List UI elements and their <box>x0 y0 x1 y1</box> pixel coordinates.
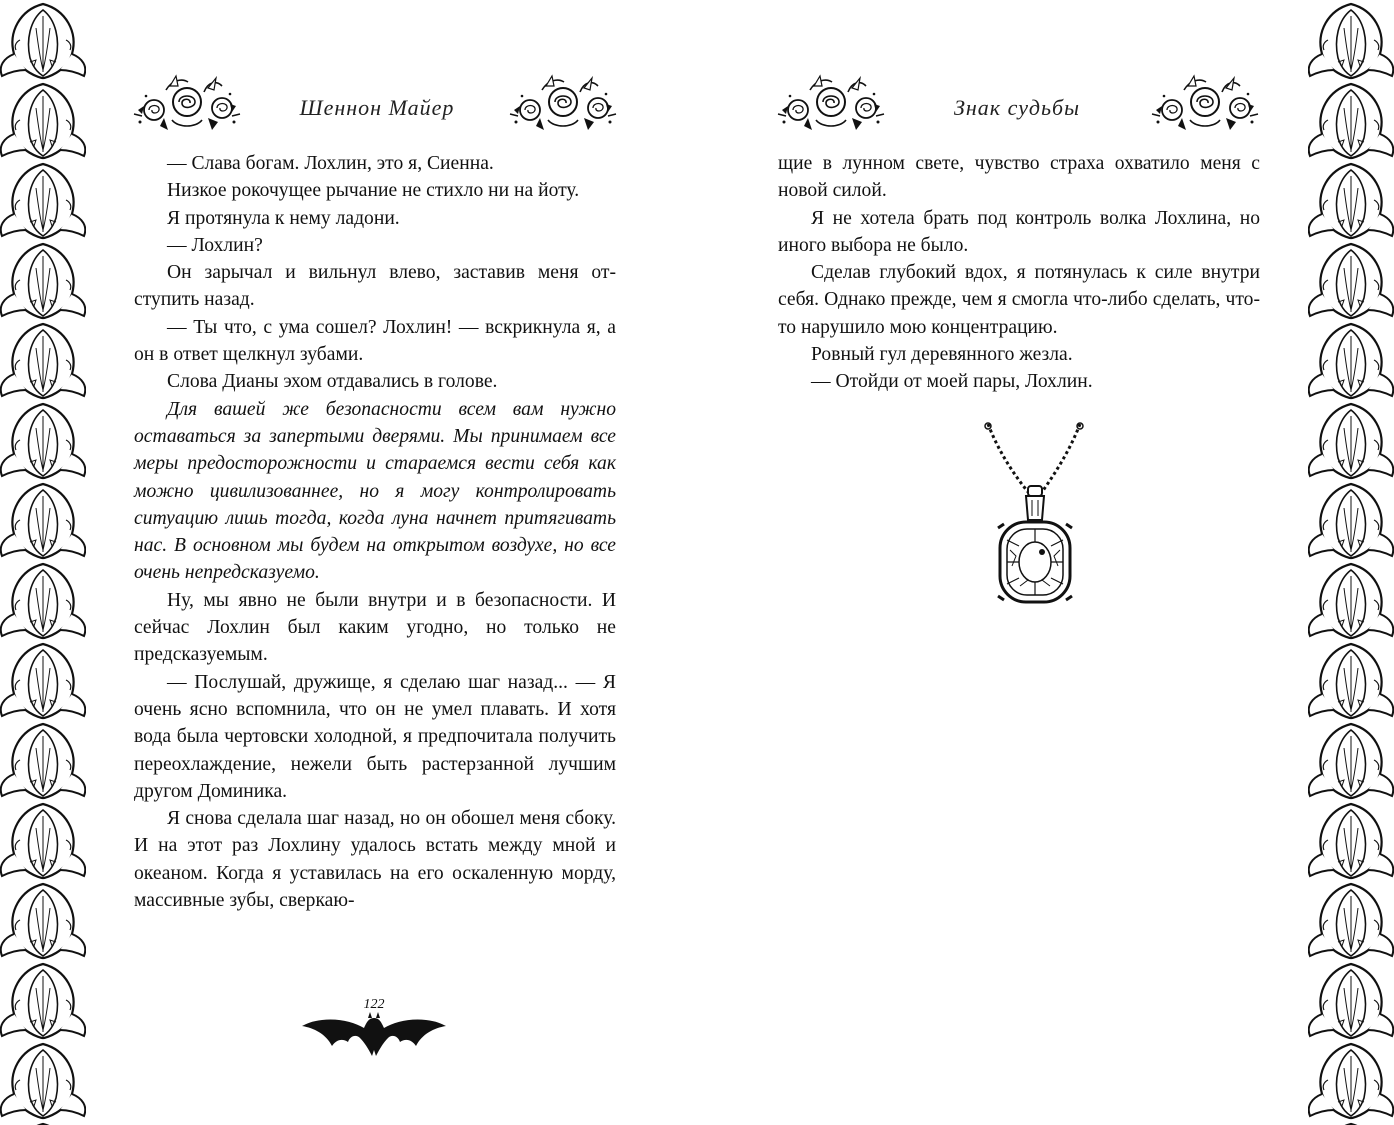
right-page-text <box>778 150 1260 396</box>
right-floral-border <box>1308 0 1394 1125</box>
right-running-head: Знак судьбы <box>953 95 1081 120</box>
left-page-text <box>134 150 616 914</box>
pendant-necklace-illustration <box>980 420 1090 610</box>
paragraph: — Отойди от моей пары, Лохлин. <box>811 371 1093 393</box>
paragraph: Я не хотела брать под контроль волка Лохлина, но иного выбора не было. <box>778 207 1260 256</box>
paragraph: Ну, мы явно не были внутри и в безопасности. И сейчас Лохлин был каким угодно, но только не предсказуемым. <box>134 589 616 666</box>
paragraph: Я снова сделала шаг назад, но он обошел меня сбоку. И на этот раз Лохлину удалось встать между мной и океаном. Когда я уставилась на его оскаленную морду, массивные зубы, сверкаю- <box>134 808 616 912</box>
right-header-ornament-right <box>1150 70 1260 138</box>
paragraph: Я протянула к нему ладони. <box>167 207 400 229</box>
right-header-ornament-left <box>776 70 886 138</box>
left-header-ornament-right <box>508 70 618 138</box>
left-header-ornament-left <box>132 70 242 138</box>
left-running-head: Шеннон Майер <box>299 95 455 120</box>
paragraph: Ровный гул деревянного жезла. <box>811 344 1073 366</box>
paragraph: Он зарычал и вильнул влево, заставив меня отступить назад. <box>134 262 616 311</box>
paragraph: — Слава богам. Лохлин, это я, Сиенна. <box>167 153 494 174</box>
paragraph: — Послушай, дружище, я сделаю шаг назад... — Я очень ясно вспомнила, что он не умел плавать. И хотя вода была чертовски холодной, я предпочитала получить переохлаждение, нежели быть растерзанной лучшим другом Доминика. <box>134 671 616 802</box>
paragraph: Низкое рокочущее рычание не стихло ни на йоту. <box>167 180 580 202</box>
left-floral-border <box>0 0 86 1125</box>
paragraph: — Лохлин? <box>167 234 263 256</box>
paragraph: Для вашей же безопасности всем вам нужно оставаться за запертыми дверями. Мы принимаем все меры предосторожности и стараемся вести себя как можно цивилизованнее, но я могу контролировать ситуацию лишь тогда, когда луна начнет притягивать нас. В основном мы будем на открытом воздухе, но все очень непредсказуемо. <box>134 398 616 584</box>
page-number: 122 <box>363 997 385 1012</box>
paragraph: Слова Дианы эхом отдавались в голове. <box>167 371 498 393</box>
paragraph: — Ты что, с ума сошел? Лохлин! — вскрикнула я, а он в ответ щелкнул зубами. <box>134 316 616 366</box>
paragraph: Сделав глубокий вдох, я потянулась к силе внутри себя. Однако прежде, чем я смогла что-либо сделать, что-то нарушило мою концентрацию. <box>778 262 1260 338</box>
paragraph: щие в лунном свете, чувство страха охватило меня с новой силой. <box>778 153 1260 202</box>
